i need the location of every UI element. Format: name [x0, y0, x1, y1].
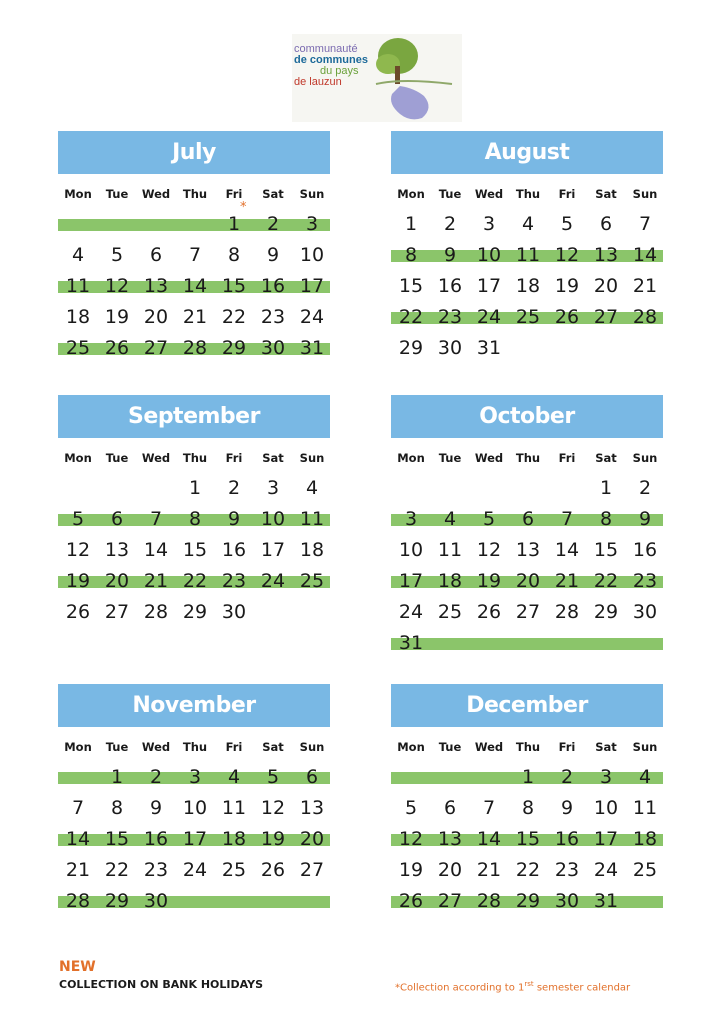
month-july — [58, 131, 330, 381]
month-december — [391, 684, 663, 934]
weekday-label: Mon — [397, 187, 425, 201]
day-cell: 26 — [260, 859, 286, 881]
weekday-label: Sat — [595, 187, 617, 201]
weekday-label: Sat — [262, 187, 284, 201]
day-cell: 6 — [521, 508, 535, 530]
month-title: September — [58, 395, 330, 438]
day-cell: 10 — [398, 539, 424, 561]
week-row — [391, 597, 663, 627]
weekday-label: Thu — [515, 187, 541, 201]
month-august — [391, 131, 663, 381]
note-suffix: semester calendar — [533, 982, 631, 994]
day-cell: 6 — [110, 508, 124, 530]
weekday-header — [391, 740, 663, 756]
day-cell: 16 — [260, 275, 286, 297]
day-cell: 28 — [554, 601, 580, 623]
day-cell: 29 — [182, 601, 208, 623]
day-cell: 28 — [143, 601, 169, 623]
weekday-label: Wed — [141, 740, 171, 754]
day-cell: 23 — [221, 570, 247, 592]
day-cell: 18 — [65, 306, 91, 328]
month-title: October — [391, 395, 663, 438]
week-row — [391, 271, 663, 301]
day-cell: 18 — [437, 570, 463, 592]
day-cell: 28 — [65, 890, 91, 912]
weekday-label: Sun — [299, 451, 325, 465]
month-september — [58, 395, 330, 645]
week-row — [391, 473, 663, 503]
week-row — [58, 240, 330, 270]
month-title: December — [391, 684, 663, 727]
month-title: August — [391, 131, 663, 174]
day-cell: 31 — [593, 890, 619, 912]
weekday-label: Tue — [438, 740, 462, 754]
day-cell: 9 — [560, 797, 574, 819]
day-cell: 16 — [437, 275, 463, 297]
day-cell: 24 — [398, 601, 424, 623]
week-row — [391, 628, 663, 658]
weekday-label: Fri — [558, 740, 576, 754]
day-cell: 23 — [554, 859, 580, 881]
day-cell: 13 — [437, 828, 463, 850]
weekday-label: Fri — [225, 740, 243, 754]
day-cell: 1 — [599, 477, 613, 499]
day-cell: 2 — [266, 213, 280, 235]
day-cell: 15 — [182, 539, 208, 561]
day-cell: 20 — [299, 828, 325, 850]
day-cell: 15 — [221, 275, 247, 297]
week-row — [391, 209, 663, 239]
day-cell: 8 — [521, 797, 535, 819]
day-cell: 21 — [143, 570, 169, 592]
day-cell: 27 — [515, 601, 541, 623]
note-sup: rst — [524, 980, 534, 988]
day-cell: 29 — [221, 337, 247, 359]
week-row — [58, 473, 330, 503]
day-cell: 12 — [398, 828, 424, 850]
day-cell: 5 — [482, 508, 496, 530]
day-cell: 30 — [221, 601, 247, 623]
day-cell: 13 — [299, 797, 325, 819]
day-cell: 3 — [599, 766, 613, 788]
weekday-label: Tue — [105, 740, 129, 754]
weekday-header — [58, 740, 330, 756]
day-cell: 14 — [632, 244, 658, 266]
day-cell: 20 — [104, 570, 130, 592]
day-cell: 23 — [632, 570, 658, 592]
day-cell: 13 — [104, 539, 130, 561]
day-cell: 11 — [437, 539, 463, 561]
day-cell: 9 — [443, 244, 457, 266]
day-cell: 7 — [560, 508, 574, 530]
day-cell: 8 — [110, 797, 124, 819]
day-cell: 19 — [65, 570, 91, 592]
day-cell: 11 — [299, 508, 325, 530]
weekday-label: Wed — [141, 187, 171, 201]
day-cell: 8 — [188, 508, 202, 530]
day-cell: 6 — [443, 797, 457, 819]
weekday-label: Mon — [64, 451, 92, 465]
day-cell: 8 — [599, 508, 613, 530]
day-cell: 5 — [560, 213, 574, 235]
new-label: NEW — [59, 959, 96, 975]
day-cell: 29 — [515, 890, 541, 912]
day-cell: 24 — [476, 306, 502, 328]
day-cell: 2 — [638, 477, 652, 499]
week-row — [391, 886, 663, 916]
day-cell: 2 — [149, 766, 163, 788]
day-cell: 29 — [398, 337, 424, 359]
week-row — [58, 566, 330, 596]
day-cell: 23 — [143, 859, 169, 881]
day-cell: 25 — [299, 570, 325, 592]
day-cell: 8 — [404, 244, 418, 266]
week-row — [391, 762, 663, 792]
weekday-label: Sun — [299, 740, 325, 754]
day-cell: 17 — [299, 275, 325, 297]
day-cell: 14 — [143, 539, 169, 561]
day-cell: 5 — [404, 797, 418, 819]
weekday-label: Thu — [515, 740, 541, 754]
day-cell: 17 — [182, 828, 208, 850]
weekday-label: Sat — [262, 451, 284, 465]
day-cell: 23 — [437, 306, 463, 328]
day-cell: 25 — [632, 859, 658, 881]
day-cell: 3 — [188, 766, 202, 788]
day-cell: 10 — [299, 244, 325, 266]
day-cell: 26 — [65, 601, 91, 623]
week-row — [58, 855, 330, 885]
weekday-label: Sun — [299, 187, 325, 201]
day-cell: 16 — [632, 539, 658, 561]
week-row — [58, 333, 330, 363]
day-cell: 1 — [188, 477, 202, 499]
weekday-label: Tue — [105, 187, 129, 201]
weekday-label: Wed — [141, 451, 171, 465]
day-cell: 19 — [260, 828, 286, 850]
day-cell: 26 — [104, 337, 130, 359]
day-cell: 9 — [266, 244, 280, 266]
weekday-label: Tue — [438, 451, 462, 465]
day-cell: 8 — [227, 244, 241, 266]
weekday-label: Wed — [474, 187, 504, 201]
day-cell: 26 — [554, 306, 580, 328]
logo-line-4: de lauzun — [294, 76, 342, 88]
weekday-label: Mon — [397, 740, 425, 754]
day-cell: 21 — [632, 275, 658, 297]
note-prefix: *Collection according to 1 — [395, 982, 525, 994]
day-cell: 1 * — [227, 200, 247, 235]
weekday-label: Tue — [438, 187, 462, 201]
day-cell: 14 — [476, 828, 502, 850]
weekday-label: Thu — [182, 451, 208, 465]
month-october — [391, 395, 663, 654]
day-cell: 3 — [266, 477, 280, 499]
day-cell: 17 — [398, 570, 424, 592]
day-cell: 17 — [260, 539, 286, 561]
day-cell: 22 — [182, 570, 208, 592]
day-cell: 31 — [299, 337, 325, 359]
week-row — [391, 793, 663, 823]
weekday-label: Sun — [632, 187, 658, 201]
logo-line-1: communauté — [294, 43, 358, 55]
day-cell: 6 — [599, 213, 613, 235]
weekday-label: Fri — [225, 187, 243, 201]
day-cell: 18 — [632, 828, 658, 850]
day-cell: 13 — [515, 539, 541, 561]
day-cell: 12 — [554, 244, 580, 266]
day-cell: 28 — [632, 306, 658, 328]
day-cell: 2 — [560, 766, 574, 788]
month-title: July — [58, 131, 330, 174]
day-cell: 29 — [104, 890, 130, 912]
weekday-label: Wed — [474, 451, 504, 465]
day-cell: 7 — [482, 797, 496, 819]
day-cell: 27 — [299, 859, 325, 881]
weekday-label: Sat — [595, 740, 617, 754]
week-row — [391, 824, 663, 854]
day-cell: 9 — [227, 508, 241, 530]
logo-text — [294, 44, 404, 88]
day-cell: 29 — [593, 601, 619, 623]
day-cell: 4 — [443, 508, 457, 530]
day-cell: 20 — [437, 859, 463, 881]
week-row — [58, 535, 330, 565]
day-cell: 30 — [632, 601, 658, 623]
day-cell: 7 — [71, 797, 85, 819]
week-row — [58, 762, 330, 792]
day-cell: 24 — [593, 859, 619, 881]
day-cell: 10 — [182, 797, 208, 819]
day-cell: 5 — [110, 244, 124, 266]
weekday-label: Sat — [262, 740, 284, 754]
day-cell: 16 — [554, 828, 580, 850]
day-cell: 31 — [398, 632, 424, 654]
day-cell: 24 — [182, 859, 208, 881]
day-cell: 4 — [521, 213, 535, 235]
week-row — [58, 271, 330, 301]
day-cell: 5 — [266, 766, 280, 788]
day-cell: 4 — [227, 766, 241, 788]
day-cell: 3 — [482, 213, 496, 235]
day-cell: 19 — [476, 570, 502, 592]
day-cell: 13 — [143, 275, 169, 297]
week-row — [58, 504, 330, 534]
asterisk-marker: * — [240, 200, 247, 215]
day-cell: 25 — [65, 337, 91, 359]
day-cell: 15 — [104, 828, 130, 850]
day-cell: 6 — [149, 244, 163, 266]
day-cell: 24 — [260, 570, 286, 592]
day-cell: 10 — [593, 797, 619, 819]
weekday-header — [391, 187, 663, 203]
day-cell: 22 — [221, 306, 247, 328]
day-cell: 23 — [260, 306, 286, 328]
day-cell: 4 — [71, 244, 85, 266]
collection-band — [391, 638, 663, 650]
day-cell: 21 — [476, 859, 502, 881]
day-cell: 30 — [437, 337, 463, 359]
day-cell: 27 — [437, 890, 463, 912]
weekday-label: Sun — [632, 451, 658, 465]
day-cell: 20 — [515, 570, 541, 592]
day-cell: 7 — [188, 244, 202, 266]
day-cell: 16 — [143, 828, 169, 850]
day-cell: 27 — [104, 601, 130, 623]
day-cell: 31 — [476, 337, 502, 359]
weekday-label: Sun — [632, 740, 658, 754]
weekday-label: Tue — [105, 451, 129, 465]
day-cell: 11 — [515, 244, 541, 266]
day-cell: 11 — [632, 797, 658, 819]
month-title: November — [58, 684, 330, 727]
day-cell: 4 — [638, 766, 652, 788]
day-cell: 25 — [437, 601, 463, 623]
weekday-header — [391, 451, 663, 467]
day-cell: 15 — [593, 539, 619, 561]
day-cell: 12 — [260, 797, 286, 819]
day-cell: 14 — [65, 828, 91, 850]
day-cell: 1 — [404, 213, 418, 235]
day-cell: 30 — [554, 890, 580, 912]
day-cell: 18 — [221, 828, 247, 850]
week-row — [58, 886, 330, 916]
month-november — [58, 684, 330, 934]
day-cell: 7 — [638, 213, 652, 235]
day-cell: 27 — [143, 337, 169, 359]
week-row — [391, 504, 663, 534]
weekday-label: Sat — [595, 451, 617, 465]
day-cell: 12 — [476, 539, 502, 561]
day-cell: 17 — [476, 275, 502, 297]
day-cell: 15 — [398, 275, 424, 297]
week-row — [58, 597, 330, 627]
logo-line-3: du pays — [320, 65, 359, 77]
day-cell: 18 — [299, 539, 325, 561]
day-cell: 21 — [554, 570, 580, 592]
logo — [292, 34, 462, 122]
weekday-header — [58, 187, 330, 203]
week-row — [391, 333, 663, 363]
day-cell: 1 — [521, 766, 535, 788]
day-cell: 2 — [443, 213, 457, 235]
day-cell: 10 — [260, 508, 286, 530]
day-cell: 28 — [476, 890, 502, 912]
day-cell: 2 — [227, 477, 241, 499]
week-row — [58, 302, 330, 332]
day-cell: 28 — [182, 337, 208, 359]
day-cell: 24 — [299, 306, 325, 328]
day-cell: 14 — [554, 539, 580, 561]
week-row — [391, 566, 663, 596]
week-row — [391, 855, 663, 885]
day-cell: 4 — [305, 477, 319, 499]
logo-line-2: de communes — [294, 54, 368, 66]
weekday-label: Thu — [182, 187, 208, 201]
day-cell: 18 — [515, 275, 541, 297]
day-cell: 22 — [515, 859, 541, 881]
day-cell: 9 — [638, 508, 652, 530]
day-cell: 3 — [305, 213, 319, 235]
day-cell: 12 — [65, 539, 91, 561]
weekday-label: Fri — [225, 451, 243, 465]
day-cell: 17 — [593, 828, 619, 850]
weekday-label: Thu — [515, 451, 541, 465]
day-cell: 6 — [305, 766, 319, 788]
day-cell: 25 — [515, 306, 541, 328]
day-cell: 21 — [182, 306, 208, 328]
collection-note — [395, 980, 630, 993]
day-cell: 7 — [149, 508, 163, 530]
day-cell: 10 — [476, 244, 502, 266]
day-cell: 15 — [515, 828, 541, 850]
week-row — [58, 793, 330, 823]
day-cell: 1 — [110, 766, 124, 788]
weekday-label: Fri — [558, 451, 576, 465]
day-cell: 19 — [398, 859, 424, 881]
day-cell: 13 — [593, 244, 619, 266]
day-cell: 22 — [104, 859, 130, 881]
day-cell: 30 — [260, 337, 286, 359]
day-cell: 22 — [593, 570, 619, 592]
week-row — [391, 302, 663, 332]
weekday-label: Mon — [397, 451, 425, 465]
weekday-header — [58, 451, 330, 467]
day-cell: 20 — [593, 275, 619, 297]
week-row — [391, 535, 663, 565]
day-cell: 20 — [143, 306, 169, 328]
day-cell: 3 — [404, 508, 418, 530]
day-cell: 12 — [104, 275, 130, 297]
day-cell: 11 — [221, 797, 247, 819]
weekday-label: Mon — [64, 740, 92, 754]
day-cell: 14 — [182, 275, 208, 297]
day-cell: 21 — [65, 859, 91, 881]
weekday-label: Mon — [64, 187, 92, 201]
weekday-label: Fri — [558, 187, 576, 201]
day-cell: 19 — [104, 306, 130, 328]
day-cell: 26 — [476, 601, 502, 623]
day-cell: 9 — [149, 797, 163, 819]
week-row — [58, 200, 330, 239]
day-cell: 27 — [593, 306, 619, 328]
weekday-label: Wed — [474, 740, 504, 754]
day-cell: 16 — [221, 539, 247, 561]
weekday-label: Thu — [182, 740, 208, 754]
day-cell: 22 — [398, 306, 424, 328]
day-cell: 25 — [221, 859, 247, 881]
week-row — [58, 824, 330, 854]
day-cell: 26 — [398, 890, 424, 912]
bank-holidays-label: COLLECTION ON BANK HOLIDAYS — [59, 978, 263, 991]
week-row — [391, 240, 663, 270]
day-cell: 11 — [65, 275, 91, 297]
day-cell: 5 — [71, 508, 85, 530]
day-cell: 19 — [554, 275, 580, 297]
day-cell: 30 — [143, 890, 169, 912]
